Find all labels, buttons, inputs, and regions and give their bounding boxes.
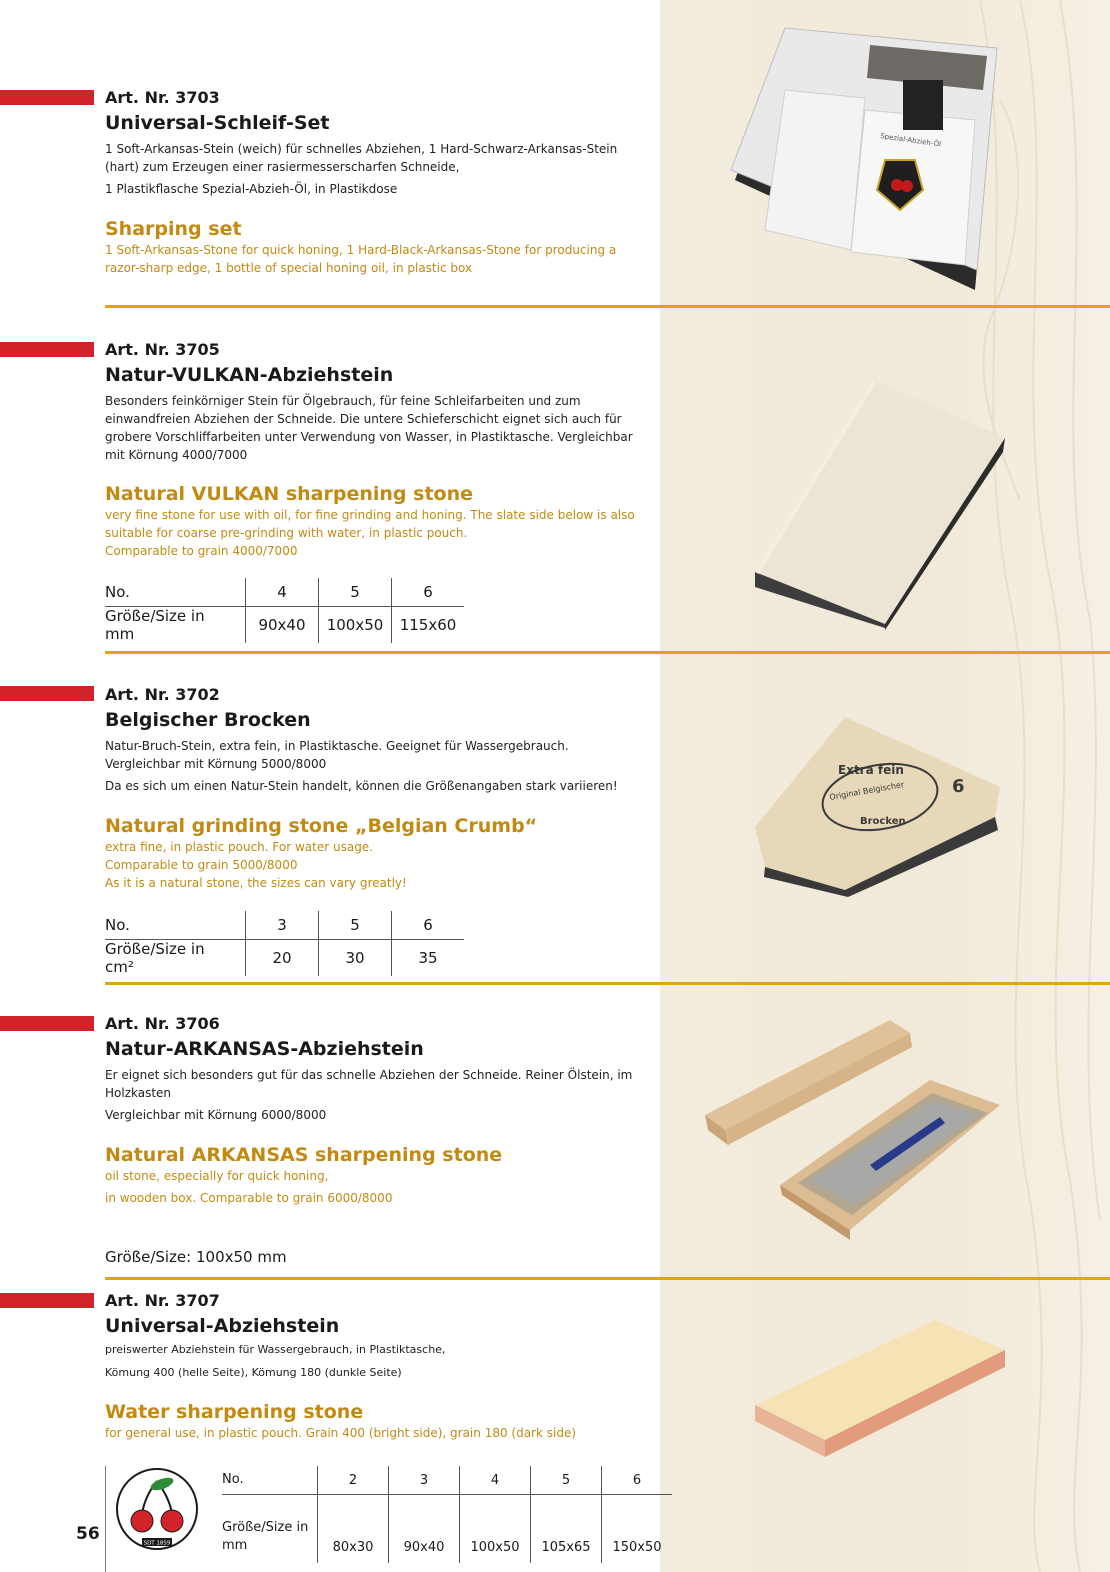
red-marker — [0, 1293, 94, 1308]
red-marker — [0, 1016, 94, 1031]
size-table — [105, 578, 464, 643]
product-title: Belgischer Brocken — [105, 709, 311, 731]
section-divider — [105, 1277, 1110, 1280]
section-divider — [105, 305, 1110, 308]
no-cell: 6 — [602, 1466, 673, 1495]
size-cell: 100x50 — [319, 607, 392, 644]
vulkan-stone-image — [745, 372, 1010, 632]
product-description: Besonders feinkörniger Stein für Ölgebrauch, für feine Schleifarbeiten und zum einwandfreien Abziehen der Schneide. Die untere Schieferschicht eignet sich auch für grobere Vorschliffarbeiten unter Verwendung von Wasser, in Plastiktasche. Vergleichbar mit Körnung 4000/7000 — [105, 394, 633, 462]
no-label: No. — [222, 1466, 318, 1495]
size-label: Größe/Size in mm — [105, 607, 205, 643]
size-cell: 80x30 — [318, 1495, 389, 1564]
table-left-rule — [105, 1466, 106, 1572]
no-label: No. — [105, 911, 246, 940]
page-number: 56 — [76, 1524, 100, 1544]
product-description: Natur-Bruch-Stein, extra fein, in Plastiktasche. Geeignet für Wassergebrauch. Vergleichbar mit Körnung 5000/8000 — [105, 739, 569, 771]
english-title: Natural VULKAN sharpening stone — [105, 483, 473, 505]
product-description-2: Da es sich um einen Natur-Stein handelt, können die Größenangaben stark variieren! — [105, 779, 618, 793]
product-title: Natur-ARKANSAS-Abziehstein — [105, 1038, 424, 1060]
sharpening-set-image — [725, 20, 1010, 295]
english-title: Water sharpening stone — [105, 1401, 364, 1423]
size-label: Größe/Size in cm² — [105, 940, 205, 976]
no-cell: 5 — [319, 578, 392, 607]
article-number: Art. Nr. 3706 — [105, 1014, 220, 1033]
english-description: 1 Soft-Arkansas-Stone for quick honing, 1 Hard-Black-Arkansas-Stone for producing a razor-sharp edge, 1 bottle of special honing oil, in plastic box — [105, 243, 617, 275]
english-description: very fine stone for use with oil, for fine grinding and honing. The slate side below is also suitable for coarse pre-grinding with water, in plastic pouch. — [105, 508, 635, 540]
no-cell: 3 — [389, 1466, 460, 1495]
belgian-crumb-stone-image — [750, 712, 1010, 902]
red-marker — [0, 90, 94, 105]
water-stone-image — [750, 1315, 1010, 1460]
article-number: Art. Nr. 3703 — [105, 88, 220, 107]
red-marker — [0, 686, 94, 701]
oil-bottle-label: Spezial-Abzieh-Öl — [879, 132, 942, 149]
no-cell: 5 — [531, 1466, 602, 1495]
english-description: extra fine, in plastic pouch. For water usage. — [105, 840, 374, 854]
no-label: No. — [105, 578, 246, 607]
stamp-ring-text: Original Belgischer — [828, 779, 905, 802]
english-title: Natural ARKANSAS sharpening stone — [105, 1144, 503, 1166]
size-line: Größe/Size: 100x50 mm — [105, 1248, 287, 1266]
english-title: Natural grinding stone „Belgian Crumb“ — [105, 815, 538, 837]
stamp-number: 6 — [952, 776, 965, 797]
no-cell: 3 — [246, 911, 319, 940]
size-cell: 100x50 — [460, 1495, 531, 1564]
no-cell: 4 — [460, 1466, 531, 1495]
no-cell: 5 — [319, 911, 392, 940]
product-description-2: Vergleichbar mit Körnung 6000/8000 — [105, 1108, 327, 1122]
english-description-2: Comparable to grain 5000/8000 — [105, 858, 298, 872]
article-number: Art. Nr. 3707 — [105, 1291, 220, 1310]
cherry-logo — [114, 1466, 200, 1552]
section-divider — [105, 982, 1110, 985]
size-cell: 90x40 — [389, 1495, 460, 1564]
size-cell: 90x40 — [246, 607, 319, 644]
stamp-brocken: Brocken — [860, 816, 906, 827]
product-title: Natur-VULKAN-Abziehstein — [105, 364, 394, 386]
article-number: Art. Nr. 3705 — [105, 340, 220, 359]
product-title: Universal-Schleif-Set — [105, 112, 330, 134]
section-divider — [105, 651, 1110, 654]
size-cell: 115x60 — [392, 607, 465, 644]
english-description-2: Comparable to grain 4000/7000 — [105, 544, 298, 558]
size-cell: 20 — [246, 940, 319, 977]
size-cell: 105x65 — [531, 1495, 602, 1564]
product-description: Er eignet sich besonders gut für das schnelle Abziehen der Schneide. Reiner Ölstein, im Holzkasten — [105, 1068, 633, 1100]
english-description: for general use, in plastic pouch. Grain 400 (bright side), grain 180 (dark side) — [105, 1426, 577, 1440]
arkansas-stone-box-image — [700, 1015, 1010, 1240]
size-table — [222, 1466, 672, 1563]
english-title: Sharping set — [105, 218, 242, 240]
product-description-2: 1 Plastikflasche Spezial-Abzieh-Öl, in Plastikdose — [105, 182, 398, 196]
size-cell: 30 — [319, 940, 392, 977]
no-cell: 6 — [392, 578, 465, 607]
product-description: 1 Soft-Arkansas-Stein (weich) für schnelles Abziehen, 1 Hard-Schwarz-Arkansas-Stein (hart) zum Erzeugen einer rasiermesserscharfen Schneide, — [105, 142, 618, 174]
product-title: Universal-Abziehstein — [105, 1315, 340, 1337]
english-description-3: As it is a natural stone, the sizes can vary greatly! — [105, 876, 407, 890]
size-table — [105, 911, 464, 976]
article-number: Art. Nr. 3702 — [105, 685, 220, 704]
english-description-2: in wooden box. Comparable to grain 6000/8000 — [105, 1191, 393, 1205]
product-description-2: Kömung 400 (helle Seite), Kömung 180 (dunkle Seite) — [105, 1366, 402, 1379]
logo-text: SDT 1859 — [143, 1540, 171, 1547]
no-cell: 4 — [246, 578, 319, 607]
size-cell: 35 — [392, 940, 465, 977]
no-cell: 2 — [318, 1466, 389, 1495]
no-cell: 6 — [392, 911, 465, 940]
size-label: Größe/Size in mm — [222, 1520, 309, 1553]
size-cell: 150x50 — [602, 1495, 673, 1564]
stamp-extra-fein: Extra fein — [838, 763, 904, 777]
product-description: preiswerter Abziehstein für Wassergebrauch, in Plastiktasche, — [105, 1343, 446, 1356]
english-description: oil stone, especially for quick honing, — [105, 1169, 329, 1183]
red-marker — [0, 342, 94, 357]
